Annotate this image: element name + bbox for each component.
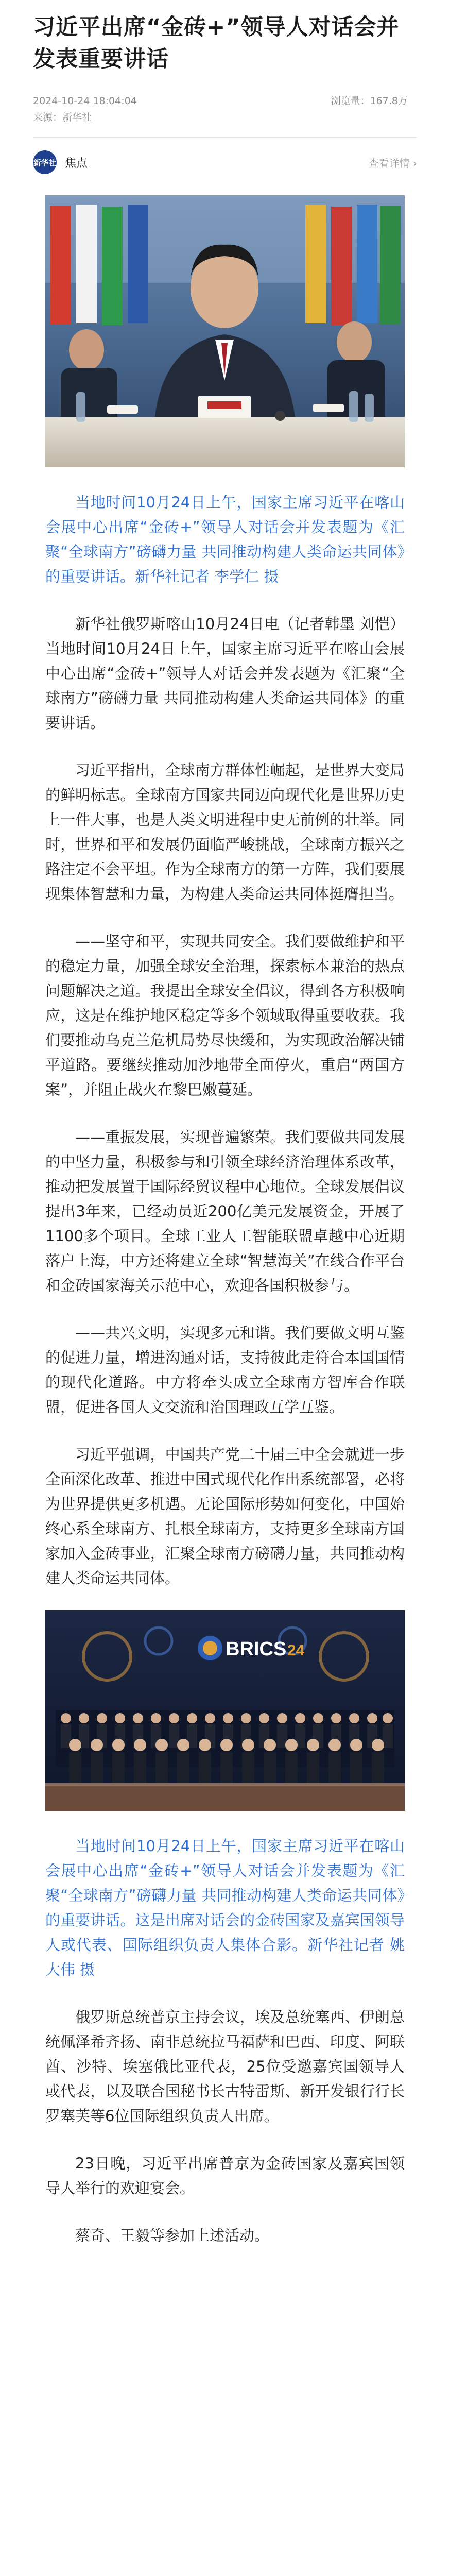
svg-text:BRICS: BRICS bbox=[226, 1638, 287, 1660]
photo-caption-1: 当地时间10月24日上午，国家主席习近平在喀山会展中心出席“金砖+”领导人对话会并发表题为《汇聚“全球南方”磅礴力量 共同推动构建人类命运共同体》的重要讲话。新华社记者 李学仁 摄 bbox=[45, 494, 405, 585]
article-photo-speaker bbox=[45, 195, 405, 467]
view-details-link[interactable]: 查看详情 › bbox=[368, 157, 417, 170]
article-paragraph: ——坚守和平，实现共同安全。我们要做维护和平的稳定力量，加强全球安全治理，探索标本兼治的热点问题解决之道。我提出全球安全倡议，得到各方积极响应，这是在维护地区稳定等多个领域取得重要收获。我们要推动乌克兰危机局势尽快缓和，为实现政治解决铺平道路。要继续推动加沙地带全面停火，重启“两国方案”，并阻止战火在黎巴嫩蔓延。 bbox=[45, 933, 405, 1098]
view-count: 浏览量：167.8万 bbox=[331, 95, 408, 107]
svg-text:24: 24 bbox=[287, 1642, 305, 1659]
source-name: 焦点 bbox=[65, 157, 88, 170]
source-logo-text: 新华社 bbox=[33, 158, 57, 167]
meta-divider bbox=[33, 137, 417, 138]
speaker-photo-image bbox=[45, 195, 405, 467]
source-bar[interactable] bbox=[33, 149, 417, 176]
article-paragraph: ——共兴文明，实现多元和谐。我们要做文明互鉴的促进力量，增进沟通对话，支持彼此走符合本国国情的现代化道路。中方将牵头成立全球南方智库合作联盟，促进各国人文交流和治国理政互学互鉴。 bbox=[45, 1324, 405, 1416]
source-logo bbox=[33, 150, 57, 174]
article-paragraph: 习近平强调，中国共产党二十届三中全会就进一步全面深化改革、推进中国式现代化作出系统部署，必将为世界提供更多机遇。无论国际形势如何变化，中国始终心系全球南方、扎根全球南方，支持更多全球南方国家加入金砖事业，汇聚全球南方磅礴力量，共同推动构建人类命运共同体。 bbox=[45, 1446, 405, 1587]
article-paragraph: 23日晚，习近平出席普京为金砖国家及嘉宾国领导人举行的欢迎宴会。 bbox=[45, 2155, 405, 2197]
article-source: 来源：新华社 bbox=[33, 112, 92, 123]
article-paragraph: 俄罗斯总统普京主持会议，埃及总统塞西、伊朗总统佩泽希齐扬、南非总统拉马福萨和巴西、印度、阿联酋、沙特、埃塞俄比亚代表，25位受邀嘉宾国领导人或代表，以及联合国秘书长古特雷斯、新开发银行行长罗塞芙等6位国际组织负责人出席。 bbox=[45, 2008, 405, 2125]
publish-datetime: 2024-10-24 18:04:04 bbox=[33, 95, 137, 107]
article-paragraph: ——重振发展，实现普遍繁荣。我们要做共同发展的中坚力量，积极参与和引领全球经济治理体系改革，推动把发展置于国际经贸议程中心地位。全球发展倡议提出3年来，已经动员近200亿美元发展资金，开展了1100多个项目。全球工业人工智能联盟卓越中心近期落户上海，中方还将建立全球“智慧海关”在线合作平台和金砖国家海关示范中心，欢迎各国积极参与。 bbox=[45, 1128, 405, 1294]
article-paragraph: 新华社俄罗斯喀山10月24日电（记者韩墨 刘恺）当地时间10月24日上午，国家主席习近平在喀山会展中心出席“金砖+”领导人对话会并发表题为《汇聚“全球南方”磅礴力量 共同推动构建人类命运共同体》的重要讲话。 bbox=[45, 615, 405, 732]
article-meta bbox=[33, 93, 417, 126]
article-paragraph: 蔡奇、王毅等参加上述活动。 bbox=[75, 2227, 270, 2244]
article-paragraph: 习近平指出，全球南方群体性崛起，是世界大变局的鲜明标志。全球南方国家共同迈向现代化是世界历史上一件大事，也是人类文明进程中史无前例的壮举。同时，世界和平和发展仍面临严峻挑战，全球南方振兴之路注定不会平坦。作为全球南方的第一方阵，我们要展现集体智慧和力量，为构建人类命运共同体挺膺担当。 bbox=[45, 761, 405, 903]
group-photo-image bbox=[45, 1610, 405, 1811]
article-photo-group bbox=[45, 1610, 405, 1811]
article-title: 习近平出席“金砖+”领导人对话会并发表重要讲话 bbox=[33, 14, 400, 72]
photo-caption-2: 当地时间10月24日上午，国家主席习近平在喀山会展中心出席“金砖+”领导人对话会并发表题为《汇聚“全球南方”磅礴力量 共同推动构建人类命运共同体》的重要讲话。这是出席对话会的金砖国家及嘉宾国领导人或代表、国际组织负责人集体合影。新华社记者 姚大伟 摄 bbox=[45, 1837, 405, 1978]
